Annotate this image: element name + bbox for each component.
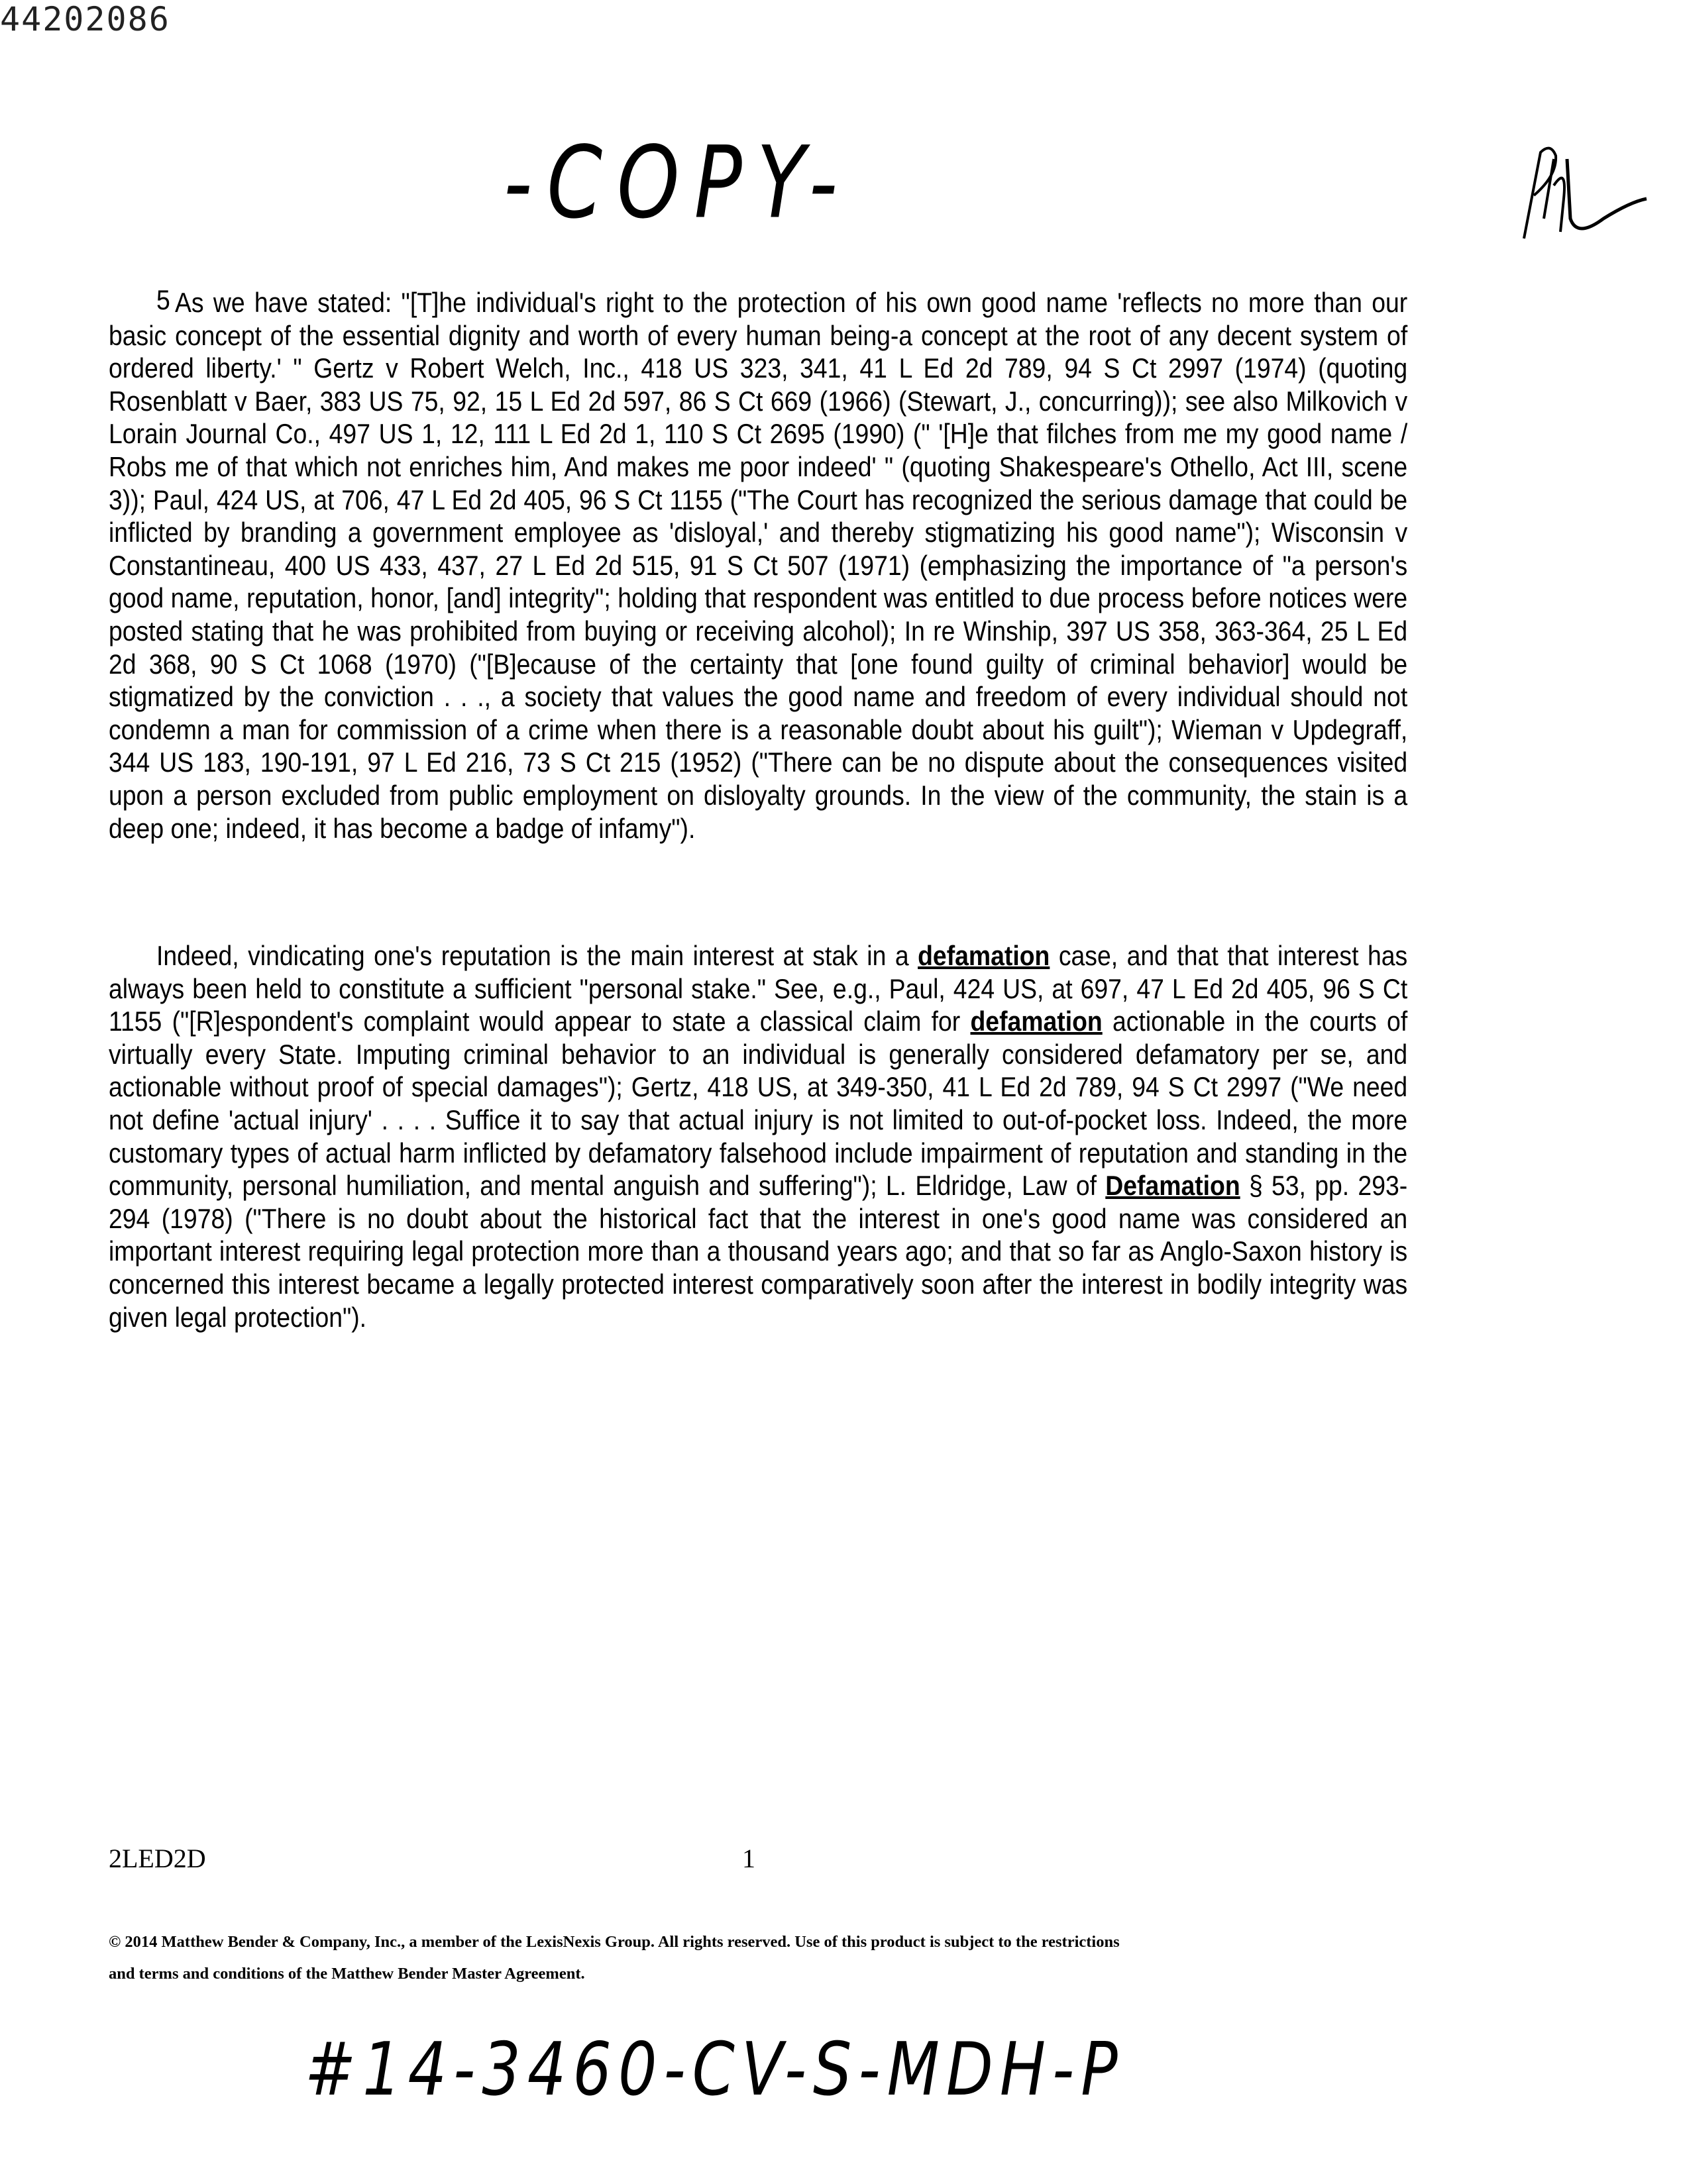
footnote-number: 5 [156, 284, 170, 315]
highlighted-search-term: defamation [970, 1006, 1103, 1037]
document-code: 2LED2D [109, 1844, 206, 1873]
copyright-notice [109, 1926, 1434, 1990]
paragraph-text-part: actionable in the courts of virtually every State. Imputing criminal behavior to an individual is generally considered defamatory per se, and actionable without proof of special damages"); Gertz, 418 US, at 349-350, 41 L Ed 2d 789, 94 S Ct 2997 ("We need not define 'actual injury' . . . . Suffice it to say that actual injury is not limited to out-of-pocket loss. Indeed, the more customary types of actual harm inflicted by defamatory falsehood include impairment of reputation and standing in the community, personal humiliation, and mental anguish and suffering"); L. Eldridge, Law of [109, 1006, 1408, 1202]
copyright-line-1: © 2014 Matthew Bender & Company, Inc., a member of the LexisNexis Group. All rights reserved. Use of this product is subject to the restrictions [109, 1933, 1120, 1951]
bates-stamp-number: 44202086 [0, 0, 170, 38]
paragraph-text-part: case, and that that interest has always been held to constitute a sufficient "personal stake." See, e.g., Paul, 424 US, at 697, 47 L Ed 2d 405, 96 S Ct 1155 ("[R]espondent's complaint would appear to state a classical claim for [109, 940, 1408, 1037]
page-number: 1 [742, 1844, 755, 1873]
copyright-line-2: and terms and conditions of the Matthew Bender Master Agreement. [109, 1965, 585, 1983]
paragraph-text-part: Indeed, vindicating one's reputation is the main interest at stak in a [156, 940, 918, 971]
highlighted-search-term: defamation [918, 940, 1050, 971]
highlighted-search-term: Defamation [1105, 1170, 1240, 1202]
paragraph-text-part: § 53, pp. 293-294 (1978) ("There is no doubt about the historical fact that the interest in one's good name was considered an important interest requiring legal protection more than a thousand years ago; and that so far as Anglo-Saxon history is concerned this interest became a legally protected interest comparatively soon after the interest in bodily integrity was given legal protection"). [109, 1170, 1408, 1333]
handwritten-copy-mark: -COPY- [504, 126, 852, 241]
footnote-text: As we have stated: "[T]he individual's right to the protection of his own good name 'reflects no more than our basic concept of the essential dignity and worth of every human being-a concept at the root of any decent system of ordered liberty.' " Gertz v Robert Welch, Inc., 418 US 323, 341, 41 L Ed 2d 789, 94 S Ct 2997 (1974) (quoting Rosenblatt v Baer, 383 US 75, 92, 15 L Ed 2d 597, 86 S Ct 669 (1966) (Stewart, J., concurring)); see also Milkovich v Lorain Journal Co., 497 US 1, 12, 111 L Ed 2d 1, 110 S Ct 2695 (1990) (" '[H]e that filches from me my good name / Robs me of that which not enriches him, And makes me poor indeed' " (quoting Shakespeare's Othello, Act III, scene 3)); Paul, 424 US, at 706, 47 L Ed 2d 405, 96 S Ct 1155 ("The Court has recognized the serious damage that could be inflicted by branding a government employee as 'disloyal,' and thereby stigmatizing his good name"); Wisconsin v Constantineau, 400 US 433, 437, 27 L Ed 2d 515, 91 S Ct 507 (1971) (emphasizing the importance of "a person's good name, reputation, honor, [and] integrity"; holding that respondent was entitled to due process before notices were posted stating that he was prohibited from buying or receiving alcohol); In re Winship, 397 US 358, 363-364, 25 L Ed 2d 368, 90 S Ct 1068 (1970) ("[B]ecause of the certainty that [one found guilty of criminal behavior] would be stigmatized by the conviction . . ., a society that values the good name and freedom of every individual should not condemn a man for commission of a crime when there is a reasonable doubt about his guilt"); Wieman v Updegraff, 344 US 183, 190-191, 97 L Ed 216, 73 S Ct 215 (1952) ("There can be no dispute about the consequences visited upon a person excluded from public employment on disloyalty grounds. In the view of the community, the stain is a deep one; indeed, it has become a badge of infamy"). [109, 287, 1408, 844]
handwritten-case-number: #14-3460-CV-S-MDH-P [305, 2027, 1124, 2112]
paragraph-reputation-interest [109, 939, 1407, 1333]
footnote-5 [109, 286, 1407, 845]
handwritten-initials-signature [1504, 139, 1650, 245]
